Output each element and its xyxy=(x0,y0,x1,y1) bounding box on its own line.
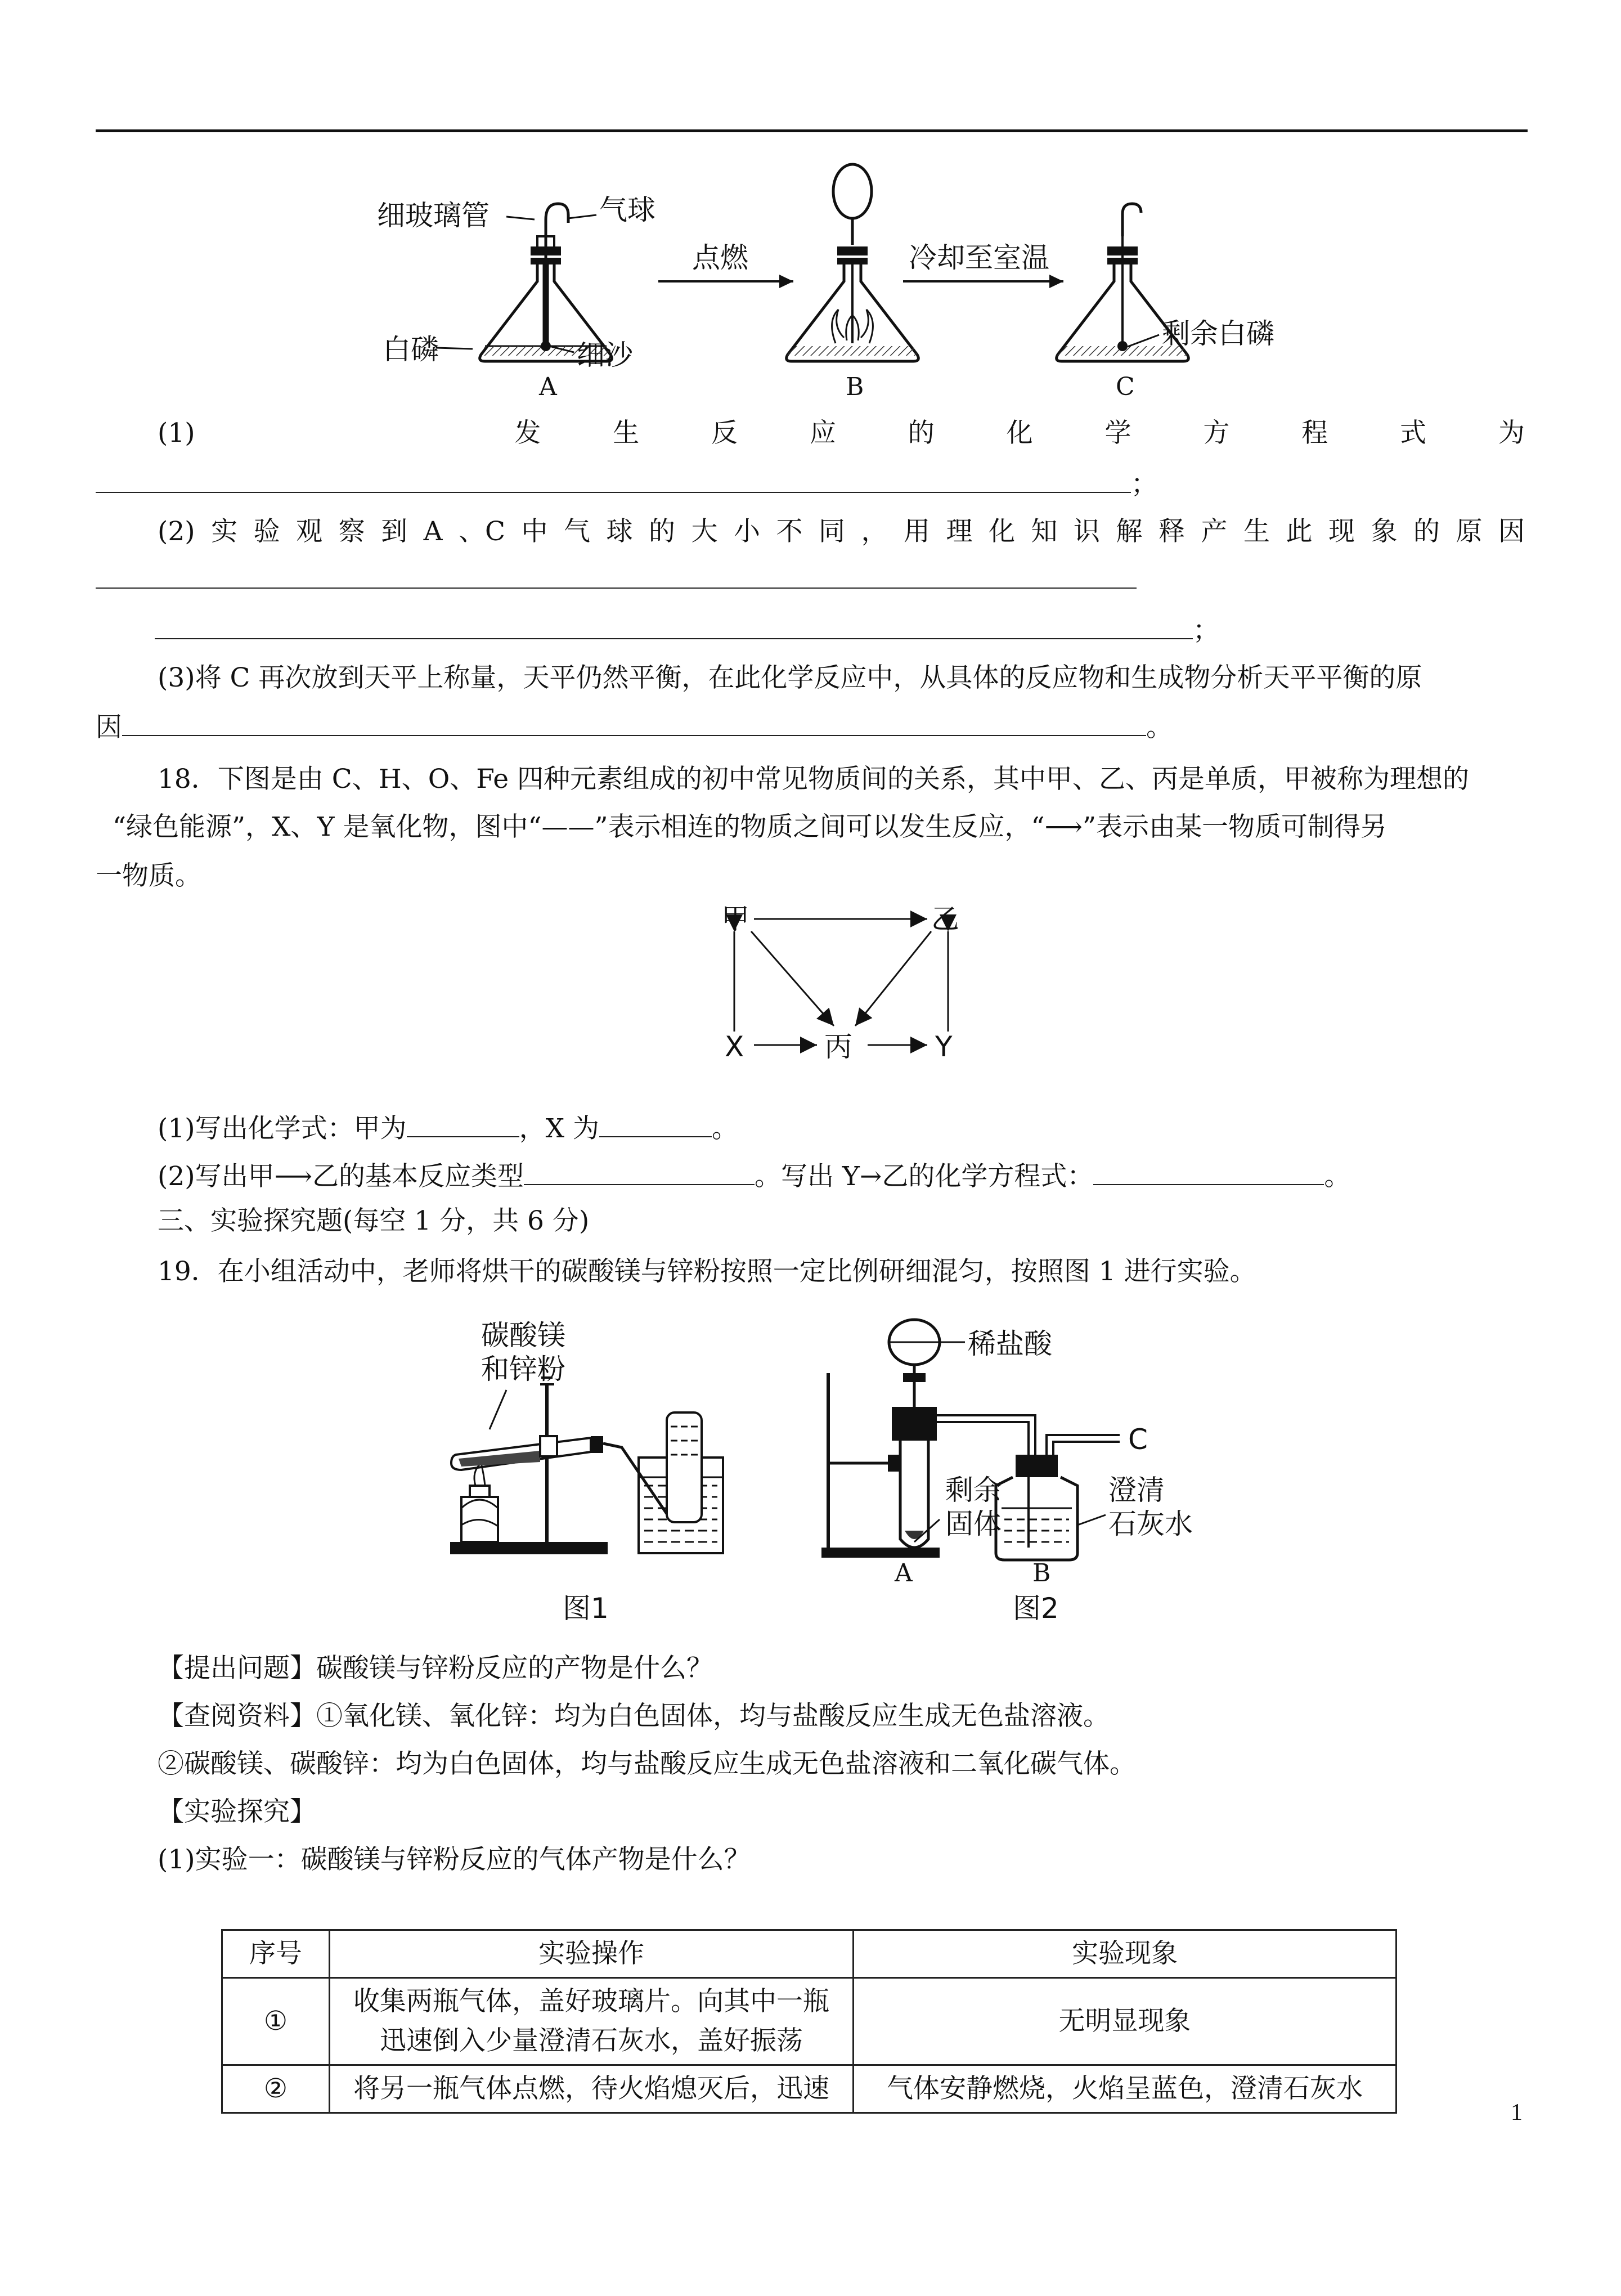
label-fine-sand: 细沙 xyxy=(577,339,633,371)
answer-jia-blank[interactable] xyxy=(407,1111,519,1137)
answer-x-blank[interactable] xyxy=(599,1111,712,1137)
caption-fig2: 图2 xyxy=(1013,1592,1059,1625)
label-c: C xyxy=(1116,373,1135,401)
node-y: Y xyxy=(935,1030,953,1061)
label-thin-glass-tube: 细玻璃管 xyxy=(377,199,490,232)
q19-exp1: (1)实验一：碳酸镁与锌粉反应的气体产物是什么？ xyxy=(158,1844,751,1875)
node-bing: 丙 xyxy=(824,1030,852,1061)
flask-b xyxy=(787,164,919,361)
q17-answer-line-1[interactable]: ； xyxy=(96,467,1157,501)
flask-experiment-figure xyxy=(338,152,1350,411)
apparatus-figure xyxy=(428,1306,1272,1638)
label-bottle-b: B xyxy=(1032,1559,1051,1588)
row2-no: ② xyxy=(222,2065,330,2113)
row2-phenomenon: 气体安静燃烧，火焰呈蓝色，澄清石灰水 xyxy=(854,2065,1397,2113)
q18-line1: 18．下图是由 C、H、O、Fe 四种元素组成的初中常见物质间的关系，其中甲、乙、丙是单质，甲被称为理想的 xyxy=(158,764,1470,795)
label-residue-2: 固体 xyxy=(945,1508,1002,1540)
label-white-phosphorus: 白磷 xyxy=(383,333,439,366)
q17-part3-line1: (3)将 C 再次放到天平上称量，天平仍然平衡，在此化学反应中，从具体的反应物和生成物分析天平平衡的原 xyxy=(158,662,1422,693)
flask-a xyxy=(480,204,612,361)
label-residue-1: 剩余 xyxy=(945,1474,1002,1506)
label-remaining-phosphorus: 剩余白磷 xyxy=(1162,317,1274,350)
label-ignite: 点燃 xyxy=(692,241,748,274)
q19-info1: 【查阅资料】①氧化镁、氧化锌：均为白色固体，均与盐酸反应生成无色盐溶液。 xyxy=(158,1701,1110,1732)
node-yi: 乙 xyxy=(931,903,959,935)
header-no: 序号 xyxy=(222,1930,330,1978)
node-x: X xyxy=(725,1030,744,1061)
label-cool-to-room-temp: 冷却至室温 xyxy=(909,241,1049,274)
caption-fig1: 图1 xyxy=(563,1592,609,1625)
q18-line3: 一物质。 xyxy=(96,860,201,891)
header-rule xyxy=(96,129,1528,132)
q18-sub1: (1)写出化学式：甲为 ，X 为 。 xyxy=(158,1111,738,1146)
q19-intro: 19．在小组活动中，老师将烘干的碳酸镁与锌粉按照一定比例研细混匀，按照图 1 进行实验。 xyxy=(158,1256,1256,1287)
answer-reaction-type-blank[interactable] xyxy=(524,1159,755,1185)
row2-operation: 将另一瓶气体点燃，待火焰熄灭后，迅速 xyxy=(330,2065,854,2113)
label-tube-a: A xyxy=(895,1559,913,1588)
table-header-row xyxy=(222,1930,1397,1978)
substance-relation-diagram xyxy=(715,898,979,1061)
q17-answer-line-2a[interactable] xyxy=(96,563,1137,597)
table-row xyxy=(222,1978,1397,2065)
label-limewater-1: 澄清 xyxy=(1108,1474,1165,1506)
row1-no: ① xyxy=(222,1978,330,2065)
header-operation: 实验操作 xyxy=(330,1930,854,1978)
page-number: 1 xyxy=(1511,2100,1523,2125)
q18-line2: “绿色能源”，X、Y 是氧化物，图中“——”表示相连的物质之间可以发生反应，“⟶”表示由某一物质可制得另 xyxy=(113,811,1387,842)
q19-info2: ②碳酸镁、碳酸锌：均为白色固体，均与盐酸反应生成无色盐溶液和二氧化碳气体。 xyxy=(158,1748,1136,1779)
section3-heading: 三、实验探究题(每空 1 分，共 6 分) xyxy=(158,1205,590,1236)
q17-answer-line-3[interactable] xyxy=(122,710,1146,736)
label-mgco3: 碳酸镁 xyxy=(481,1319,565,1352)
label-limewater-2: 石灰水 xyxy=(1108,1508,1193,1540)
q17-answer-line-2b[interactable]: ； xyxy=(155,613,1219,648)
label-outlet-c: C xyxy=(1128,1423,1148,1456)
q19-question: 【提出问题】碳酸镁与锌粉反应的产物是什么？ xyxy=(158,1653,713,1684)
answer-equation-blank[interactable] xyxy=(1093,1159,1324,1185)
row1-operation: 收集两瓶气体，盖好玻璃片。向其中一瓶 迅速倒入少量澄清石灰水，盖好振荡 xyxy=(330,1978,854,2065)
q18-sub2: (2)写出甲⟶乙的基本反应类型 。写出 Y→乙的化学方程式： 。 xyxy=(158,1159,1350,1194)
header-phenomenon: 实验现象 xyxy=(854,1930,1397,1978)
q19-explore-heading: 【实验探究】 xyxy=(158,1796,316,1827)
label-zn-powder: 和锌粉 xyxy=(481,1353,565,1385)
q17-part3-line2: 因 。 xyxy=(96,710,1173,745)
node-jia: 甲 xyxy=(721,903,749,935)
q17-part1: (1) 发 生 反 应 的 化 学 方 程 式 为 xyxy=(158,418,1525,449)
table-row xyxy=(222,2065,1397,2113)
fig1-heating-apparatus xyxy=(450,1378,723,1554)
label-b: B xyxy=(846,373,864,401)
experiment-table xyxy=(221,1929,1397,2114)
label-a: A xyxy=(539,373,557,401)
label-balloon: 气球 xyxy=(599,194,655,226)
q17-part2: (2) 实 验 观 察 到 A 、C 中 气 球 的 大 小 不 同 ， 用 理 化 知 识 解 释 产 生 此 现 象 的 原 因 xyxy=(158,516,1525,547)
label-dilute-hcl: 稀盐酸 xyxy=(968,1328,1052,1360)
row1-phenomenon: 无明显现象 xyxy=(854,1978,1397,2065)
